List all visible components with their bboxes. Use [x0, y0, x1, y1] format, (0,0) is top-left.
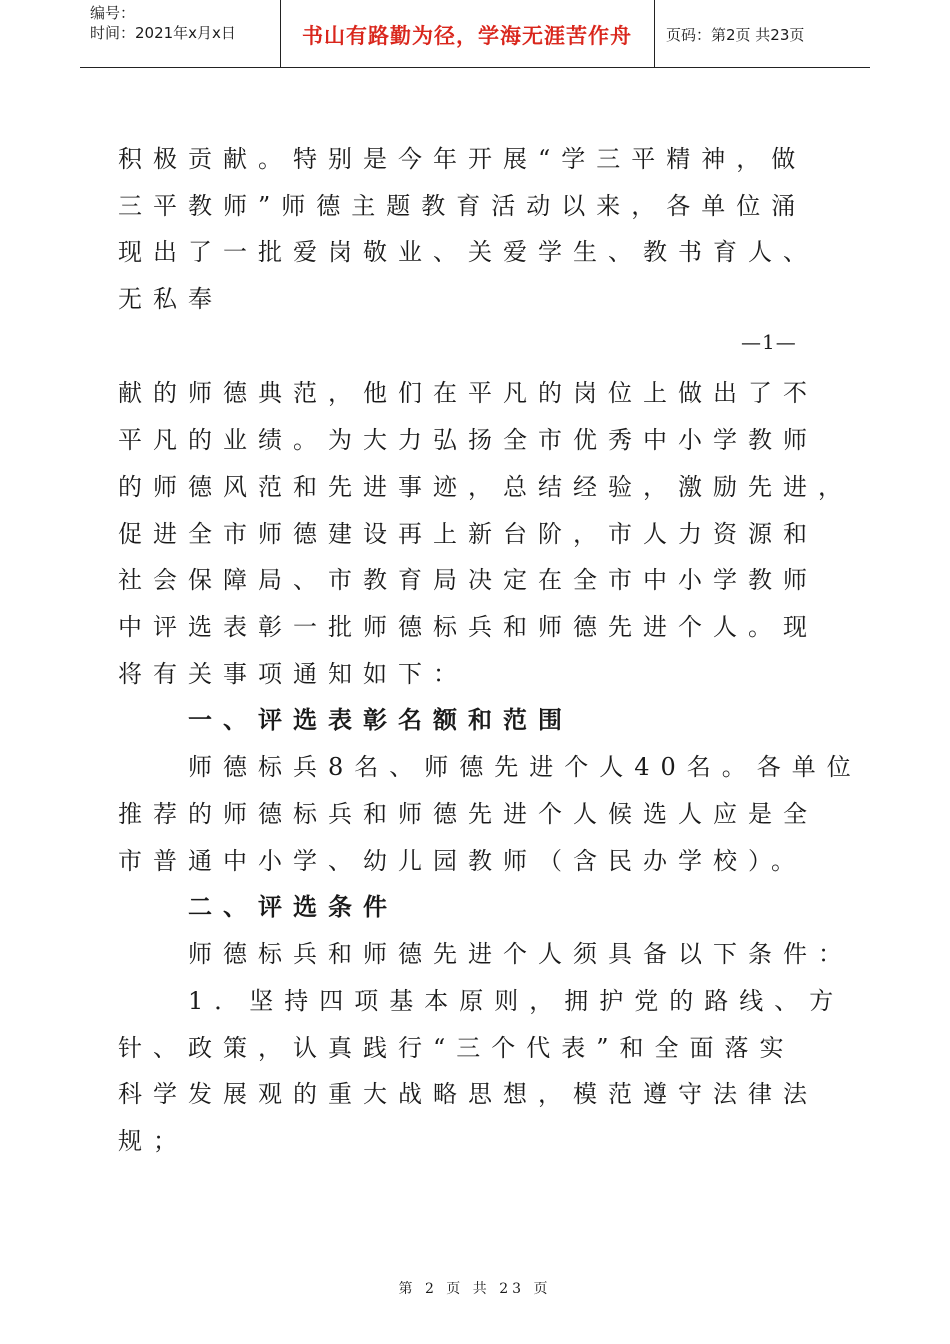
body-line: 无私奉 — [118, 285, 223, 313]
body-line: 三平教师”师德主题教育活动以来，各单位涌 — [118, 192, 807, 220]
inline-page-marker: —1— — [741, 330, 797, 354]
body-line: 市普通中小学、幼儿园教师（含民办学校）。 — [118, 847, 806, 875]
page-footer: 第 2 页 共 23 页 — [398, 1281, 552, 1297]
header-meta-cell — [80, 0, 281, 67]
body-line: 现出了一批爱岗敬业、关爱学生、教书育人、 — [118, 238, 818, 266]
body-line: 积极贡献。特别是今年开展“学三平精神，做 — [118, 145, 807, 173]
body-line: 促进全市师德建设再上新台阶，市人力资源和 — [118, 520, 818, 548]
header-motto-cell — [280, 0, 655, 67]
section-heading: 一、评选表彰名额和范围 — [188, 706, 573, 734]
body-line: 中评选表彰一批师德标兵和师德先进个人。现 — [118, 613, 818, 641]
header-page-indicator: 页码：第2页 共23页 — [666, 26, 805, 44]
body-line: 1．坚持四项基本原则，拥护党的路线、方 — [188, 987, 845, 1015]
body-line: 的师德风范和先进事迹，总结经验，激励先进， — [118, 473, 853, 501]
body-line: 规； — [118, 1127, 188, 1155]
document-date-label: 时间：2021年x月x日 — [90, 24, 236, 42]
body-line: 师德标兵和师德先进个人须具备以下条件： — [188, 940, 853, 968]
header-page-cell — [654, 0, 870, 67]
body-line: 献的师德典范，他们在平凡的岗位上做出了不 — [118, 379, 818, 407]
body-line: 针、政策，认真践行“三个代表”和全面落实 — [118, 1034, 795, 1062]
header-motto: 书山有路勤为径，学海无涯苦作舟 — [302, 24, 632, 48]
document-number-label: 编号： — [90, 4, 136, 22]
body-line: 科学发展观的重大战略思想，模范遵守法律法 — [118, 1080, 818, 1108]
section-heading: 二、评选条件 — [188, 893, 398, 921]
body-line: 将有关事项通知如下： — [118, 660, 468, 688]
body-line: 师德标兵8名、师德先进个人40名。各单位 — [188, 753, 862, 781]
body-line: 推荐的师德标兵和师德先进个人候选人应是全 — [118, 800, 818, 828]
body-line: 平凡的业绩。为大力弘扬全市优秀中小学教师 — [118, 426, 818, 454]
page-header — [80, 0, 870, 68]
body-line: 社会保障局、市教育局决定在全市中小学教师 — [118, 566, 818, 594]
